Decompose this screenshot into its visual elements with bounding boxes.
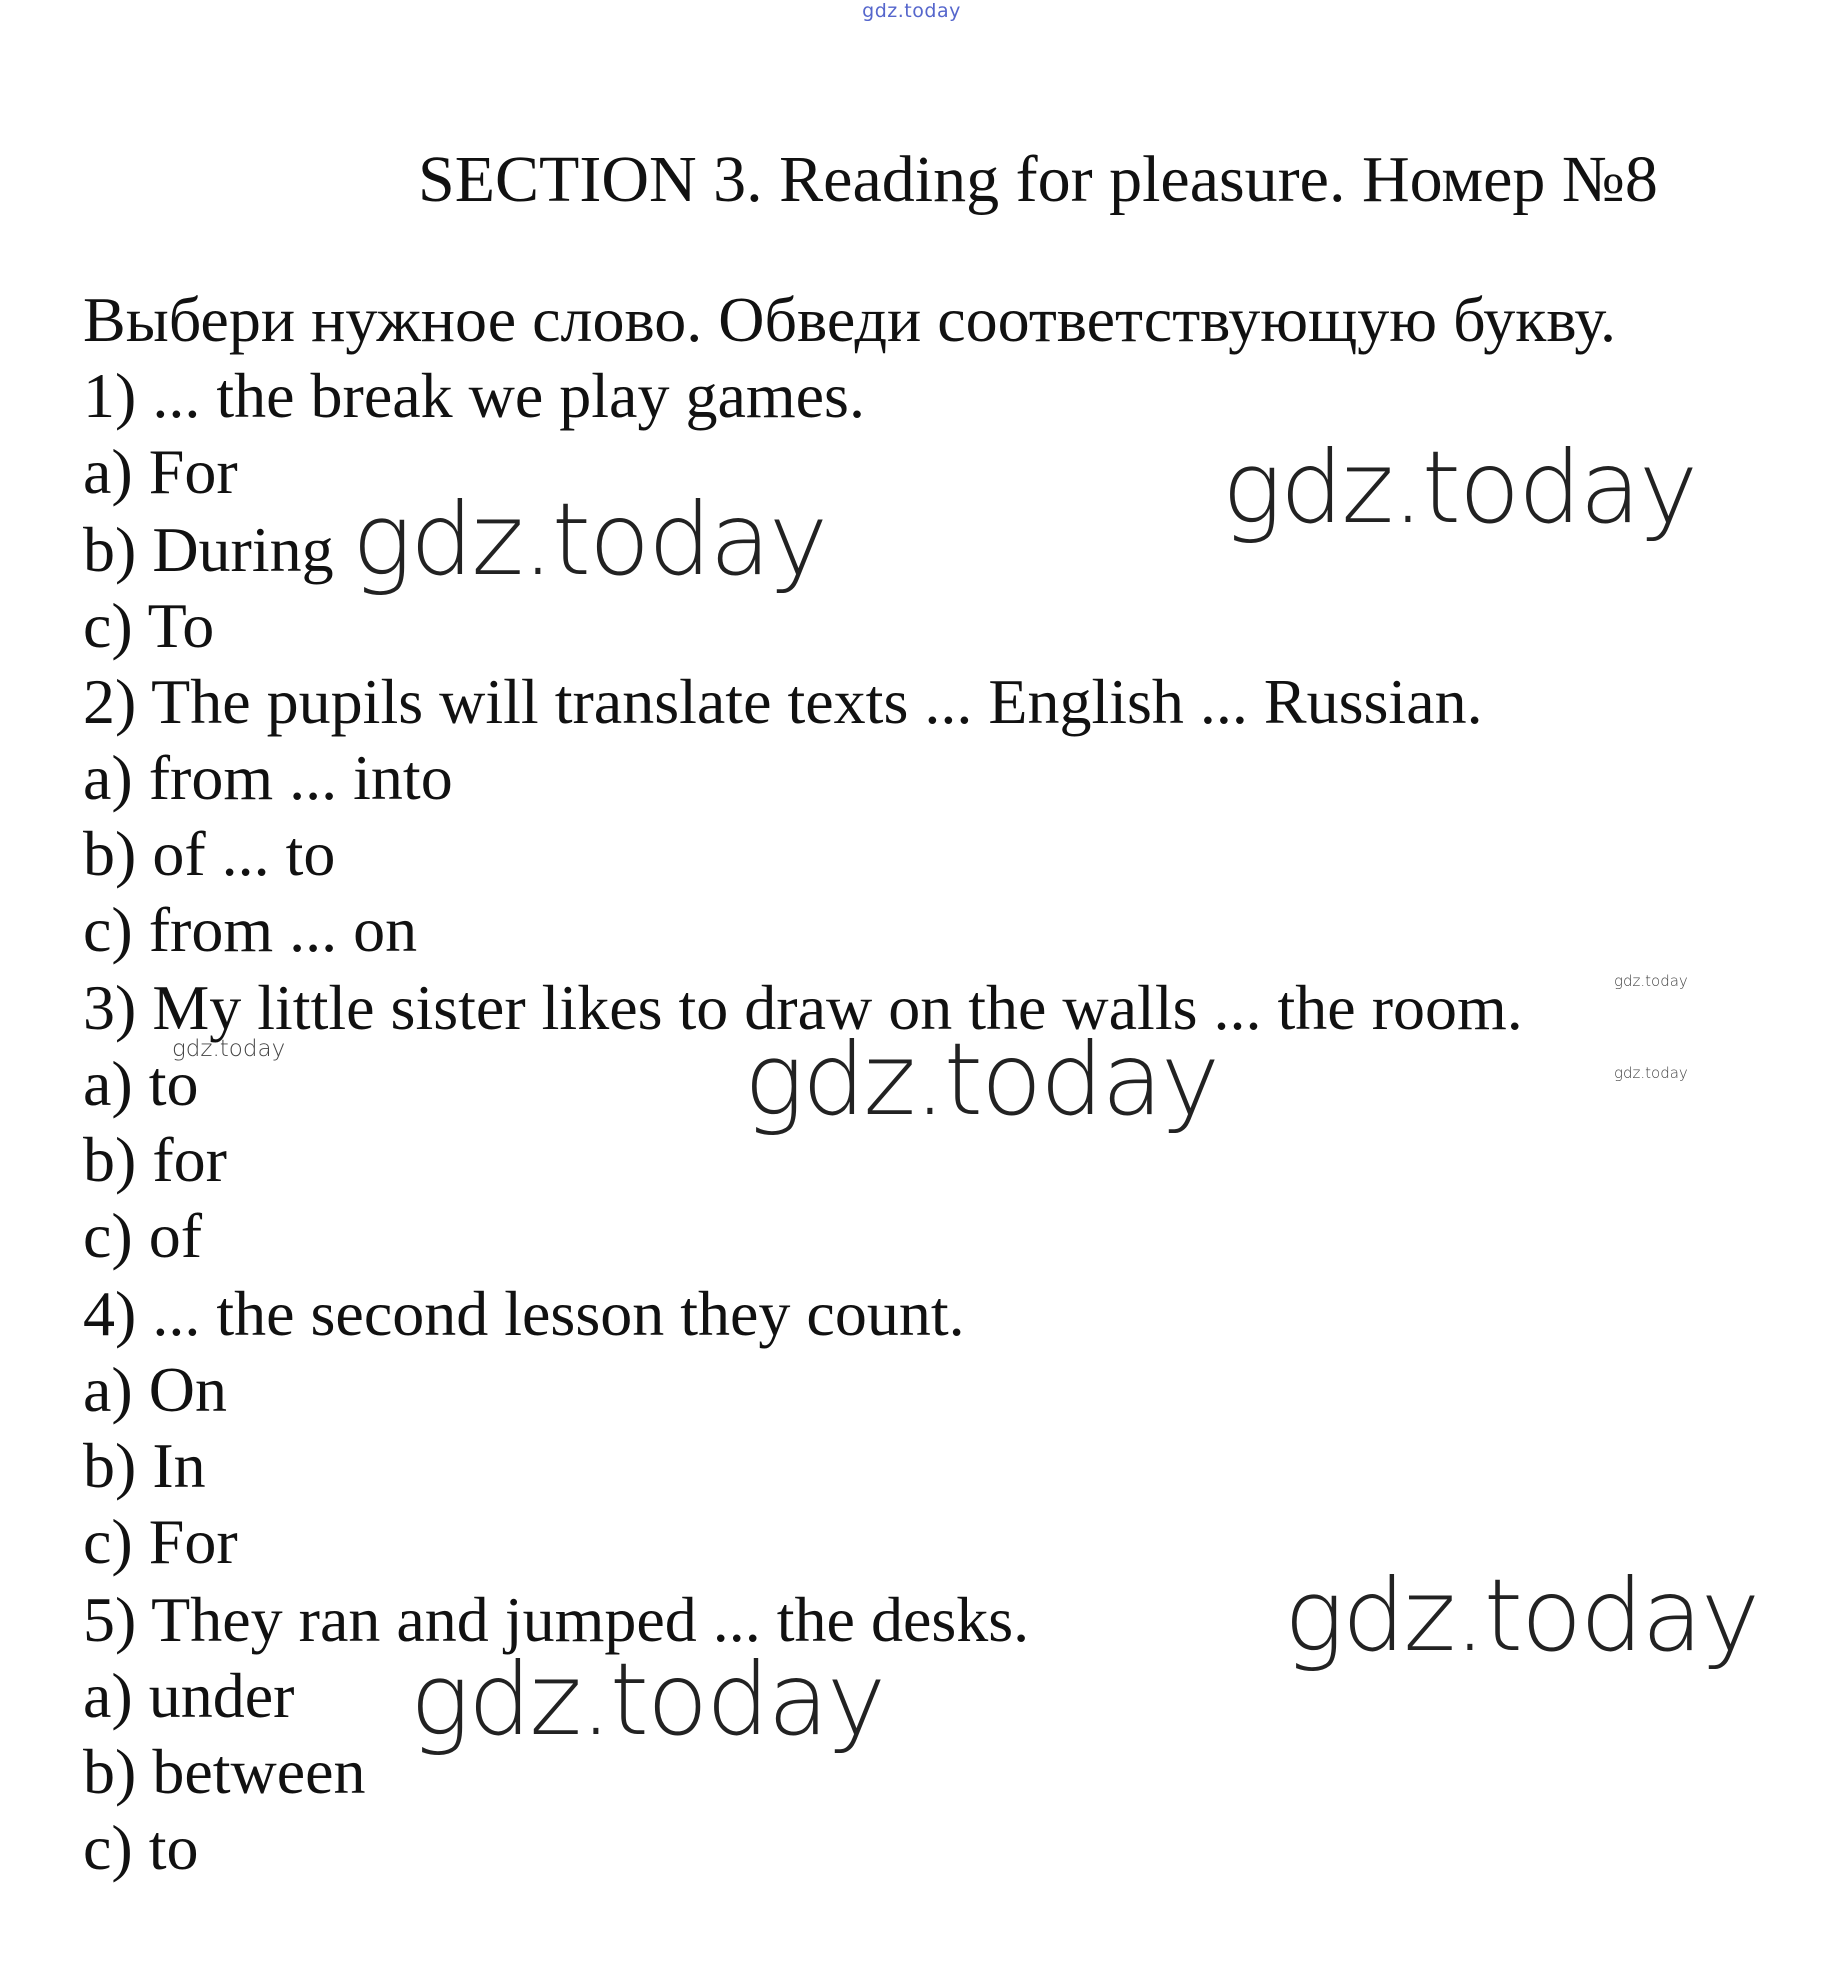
watermark: gdz.today xyxy=(410,1641,885,1758)
question-3: 3) My little sister likes to draw on the walls ... the room. xyxy=(83,972,1523,1043)
question-2-option-c: c) from ... on xyxy=(83,894,418,965)
watermark: gdz.today xyxy=(1284,1557,1759,1674)
question-5: 5) They ran and jumped ... the desks. xyxy=(83,1584,1030,1655)
watermark: gdz.today xyxy=(1614,1064,1688,1082)
question-1: 1) ... the break we play games. xyxy=(83,360,865,431)
question-2-option-b: b) of ... to xyxy=(83,818,336,889)
question-3-option-b: b) for xyxy=(83,1124,227,1195)
question-2-option-a: a) from ... into xyxy=(83,742,453,813)
watermark: gdz.today xyxy=(744,1021,1219,1138)
question-4-option-c: c) For xyxy=(83,1506,238,1577)
page-title: SECTION 3. Reading for pleasure. Номер №8 xyxy=(418,143,1658,216)
watermark: gdz.today xyxy=(1222,429,1697,546)
question-5-option-c: c) to xyxy=(83,1812,199,1883)
header-watermark: gdz.today xyxy=(862,0,961,22)
question-3-option-c: c) of xyxy=(83,1200,203,1271)
instruction-text: Выбери нужное слово. Обведи соответствующую букву. xyxy=(83,284,1616,355)
watermark: gdz.today xyxy=(1614,972,1688,990)
question-4: 4) ... the second lesson they count. xyxy=(83,1278,965,1349)
question-4-option-a: a) On xyxy=(83,1354,227,1425)
watermark: gdz.today xyxy=(352,481,827,598)
question-4-option-b: b) In xyxy=(83,1430,206,1501)
question-1-option-b: b) During xyxy=(83,514,334,585)
question-5-option-b: b) between xyxy=(83,1736,366,1807)
watermark: gdz.today xyxy=(172,1036,286,1062)
question-2: 2) The pupils will translate texts ... English ... Russian. xyxy=(83,666,1483,737)
question-5-option-a: a) under xyxy=(83,1660,295,1731)
question-1-option-a: a) For xyxy=(83,436,238,507)
question-1-option-c: c) To xyxy=(83,590,215,661)
question-3-option-a: a) to xyxy=(83,1048,199,1119)
